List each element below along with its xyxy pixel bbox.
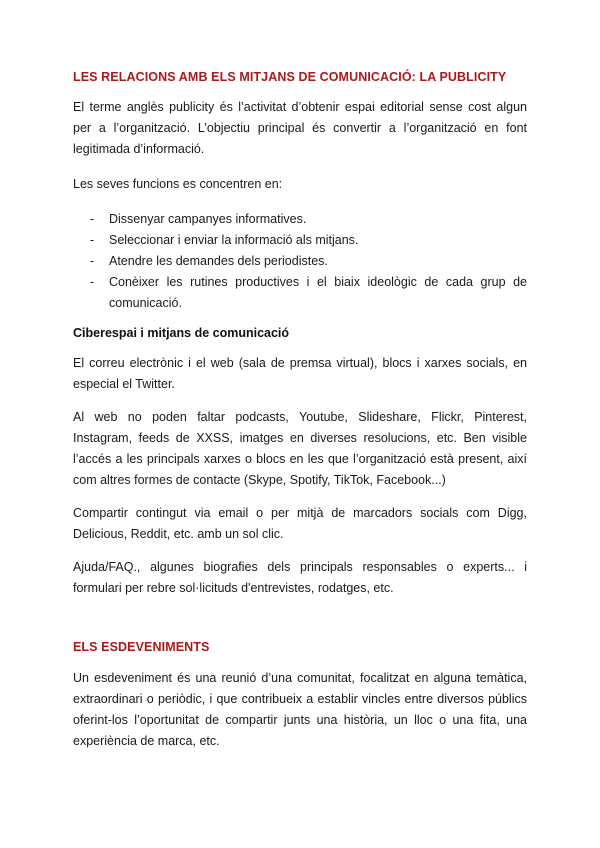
section-heading-publicity: LES RELACIONS AMB ELS MITJANS DE COMUNICACIÓ: LA PUBLICITY <box>73 70 507 84</box>
dash-bullet: - <box>90 233 95 247</box>
subheading-ciberespai: Ciberespai i mitjans de comunicació <box>73 326 290 340</box>
list-item-text: Conèixer les rutines productives i el biaix ideològic de cada grup de comunicació. <box>109 275 527 310</box>
paragraph-publicity-definition: El terme anglès publicity és l’activitat d’obtenir espai editorial sense cost algun per a l’organització. L’objectiu principal és convertir a l’organització en font legitimada d’informació. <box>73 100 527 156</box>
paragraph-share-content: Compartir contingut via email o per mitjà de marcadors socials com Digg, Delicious, Reddit, etc. amb un sol clic. <box>73 506 527 541</box>
functions-list <box>73 209 527 314</box>
paragraph-correu-web: El correu electrònic i el web (sala de premsa virtual), blocs i xarxes socials, en especial el Twitter. <box>73 356 527 391</box>
list-item <box>73 251 527 272</box>
paragraph-functions-intro: Les seves funcions es concentren en: <box>73 177 283 191</box>
dash-bullet: - <box>90 212 95 226</box>
list-item-text: Dissenyar campanyes informatives. <box>109 212 307 226</box>
paragraph-events-definition: Un esdeveniment és una reunió d’una comunitat, focalitzat en alguna temàtica, extraordinari o periòdic, i que contribueix a establir vincles entre diversos públics oferint-los l’oportunitat de compartir junts una història, un lloc o una fita, una experiència de marca, etc. <box>73 671 527 748</box>
paragraph-help-faq: Ajuda/FAQ., algunes biografies dels principals responsables o experts... i formulari per rebre sol·licituds d'entrevistes, rodatges, etc. <box>73 560 527 595</box>
list-item <box>73 230 527 251</box>
section-heading-events: ELS ESDEVENIMENTS <box>73 640 210 654</box>
paragraph-web-contents: Al web no poden faltar podcasts, Youtube, Slideshare, Flickr, Pinterest, Instagram, feeds de XXSS, imatges en diverses resolucions, etc. Ben visible l’accés a les principals xarxes o blocs en les que l’organització està present, així com altres formes de contacte (Skype, Spotify, TikTok, Facebook...) <box>73 410 527 487</box>
list-item-text: Atendre les demandes dels periodistes. <box>109 254 328 268</box>
list-item <box>73 272 527 314</box>
list-item <box>73 209 527 230</box>
list-item-text: Seleccionar i enviar la informació als mitjans. <box>109 233 359 247</box>
dash-bullet: - <box>90 254 95 268</box>
dash-bullet: - <box>90 275 95 289</box>
